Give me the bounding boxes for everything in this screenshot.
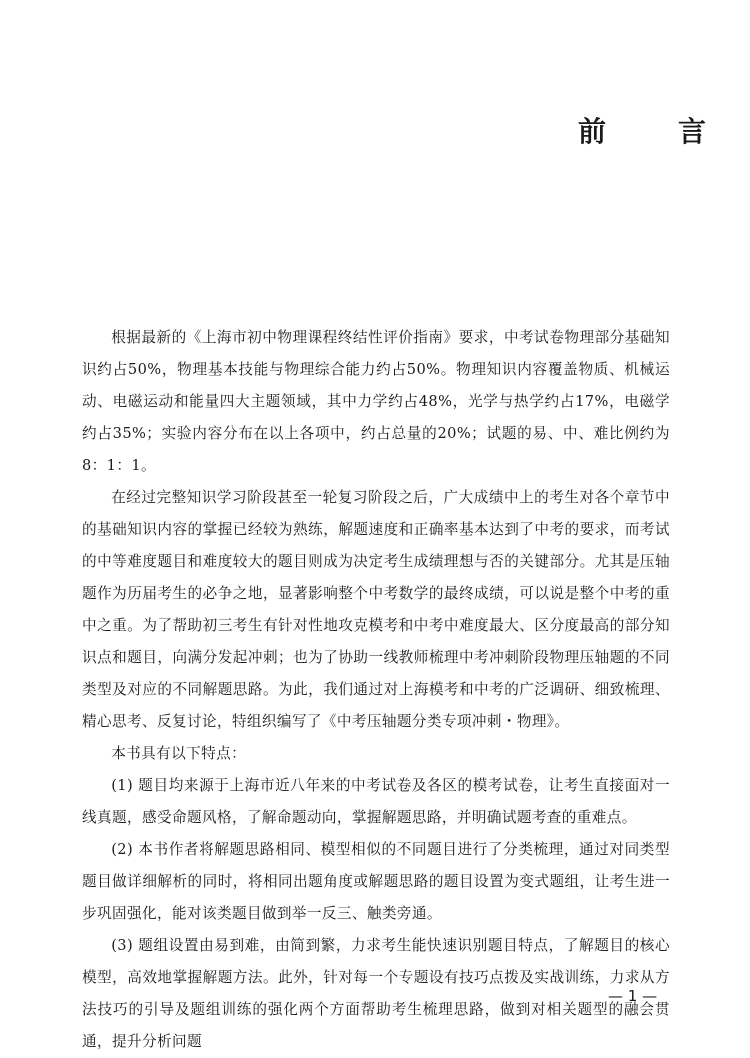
page-number: — 1 — (608, 987, 658, 1005)
paragraph-1: 根据最新的《上海市初中物理课程终结性评价指南》要求，中考试卷物理部分基础知识约占50%，物理基本技能与物理综合能力约占50%。物理知识内容覆盖物质、机械运动、电磁运动和能量四大主题领域，其中力学约占48%，光学与热学约占17%，电磁学约占35%；实验内容分布在以上各项中，约占总量的20%；试题的易、中、难比例约为8：1：1。 (82, 329, 670, 474)
preface-body (82, 322, 670, 1058)
page-title: 前 言 (578, 115, 729, 148)
paragraph-3: 本书具有以下特点： (111, 745, 247, 762)
paragraph-2: 在经过完整知识学习阶段甚至一轮复习阶段之后，广大成绩中上的考生对各个章节中的基础知识内容的掌握已经较为熟练，解题速度和正确率基本达到了中考的要求，而考试的中等难度题目和难度较大的题目则成为决定考生成绩理想与否的关键部分。尤其是压轴题作为历届考生的必争之地，显著影响整个中考数学的最终成绩，可以说是整个中考的重中之重。为了帮助初三考生有针对性地攻克模考和中考中难度最大、区分度最高的部分知识点和题目，向满分发起冲刺；也为了协助一线教师梳理中考冲刺阶段物理压轴题的不同类型及对应的不同解题思路。为此，我们通过对上海模考和中考的广泛调研、细致梳理、精心思考、反复讨论，特组织编写了《中考压轴题分类专项冲刺・物理》。 (82, 489, 670, 730)
paragraph-4: (1) 题目均来源于上海市近八年来的中考试卷及各区的模考试卷，让考生直接面对一线真题，感受命题风格，了解命题动向，掌握解题思路，并明确试题考查的重难点。 (82, 777, 670, 826)
paragraph-6: (3) 题组设置由易到难，由简到繁，力求考生能快速识别题目特点，了解题目的核心模型，高效地掌握解题方法。此外，针对每一个专题设有技巧点拨及实战训练，力求从方法技巧的引导及题组训练的强化两个方面帮助考生梳理思路，做到对相关题型的融会贯通，提升分析问题 (82, 937, 670, 1050)
paragraph-5: (2) 本书作者将解题思路相同、模型相似的不同题目进行了分类梳理，通过对同类型题目做详细解析的同时，将相同出题角度或解题思路的题目设置为变式题组，让考生进一步巩固强化，能对该类题目做到举一反三、触类旁通。 (82, 841, 670, 922)
